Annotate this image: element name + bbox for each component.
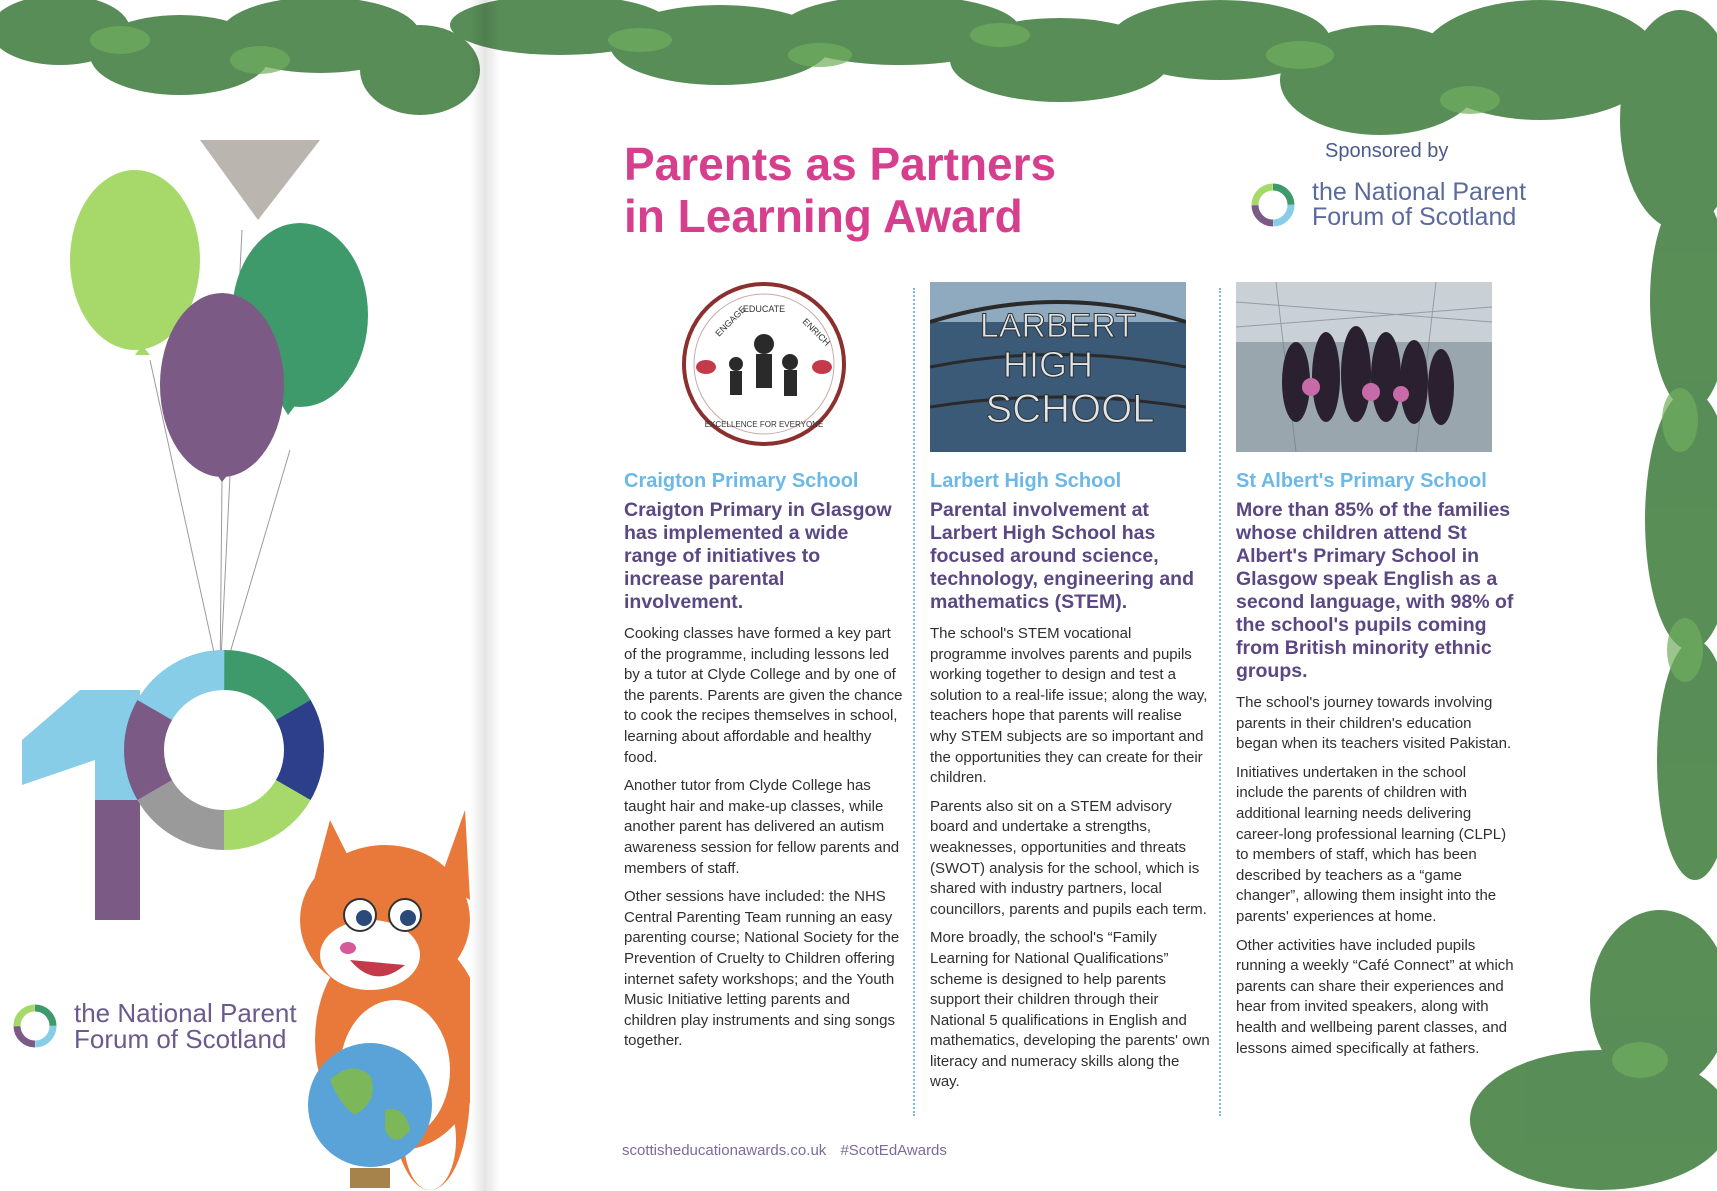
larbert-sign-photo: [930, 282, 1186, 452]
sign-text-1: LARBERT: [979, 307, 1137, 345]
group-photo: [1236, 282, 1492, 452]
footer-url[interactable]: scottisheducationawards.co.uk: [622, 1142, 827, 1159]
paragraph: The school's STEM vocational programme involves parents and pupils working together to design and test a solution to a real-life issue; along the way, teachers hope that parents will realise why STEM subjects are so important and the opportunities they can create for their children.: [930, 625, 1208, 787]
award-title-line2: in Learning Award: [624, 190, 1023, 242]
school-sign-photo: [930, 282, 1186, 452]
paragraph: Other activities have included pupils running a weekly “Café Connect” at which parents can share their experiences and hear from invited speakers, along with health and wellbeing parent classes, and lessons aimed specifically at fathers.: [1236, 936, 1514, 1057]
paragraph: Initiatives undertaken in the school include the parents of children with additional learning needs delivering career-long professional learning (CLPL) to members of staff, which has been described by teachers as a “game changer”, allowing them insight into the parents' experiences at home.: [1236, 763, 1507, 925]
paragraph: Parents also sit on a STEM advisory board and undertake a strengths, weaknesses, opportunities and threats (SWOT) analysis for the school, which is shared with industry partners, local councillors, parents and pupils each term.: [930, 797, 1207, 918]
ring-logo-icon: [10, 1001, 60, 1051]
page-footer: [622, 1142, 947, 1159]
paragraph: Cooking classes have formed a key part of the programme, including lessons led by a tutor at Clyde College and by one of the parents. Parents are given the chance to cook the recipes themselves in school, learning about affordable and healthy food.: [624, 625, 903, 766]
paragraph: The school's journey towards involving parents in their children's education began when its teachers visited Pakistan.: [1236, 694, 1512, 753]
column-divider: [1219, 288, 1221, 1116]
craigton-badge-image: [624, 282, 880, 452]
column-larbert: [930, 282, 1210, 1101]
page-gutter: [470, 0, 500, 1191]
column-divider: [913, 288, 915, 1116]
award-title-line1: Parents as Partners: [624, 138, 1057, 190]
left-page-org-logo: [10, 1000, 297, 1052]
left-org-line2: Forum of Scotland: [74, 1024, 287, 1054]
balloon-grey: [200, 140, 320, 220]
lead-st-alberts: More than 85% of the families whose children attend St Albert's Primary School in Glasgow speak English as a second language, with 98% of the school's pupils coming from British minority ethnic groups.: [1236, 499, 1514, 682]
lead-larbert: Parental involvement at Larbert High School has focused around science, technology, engineering and mathematics (STEM).: [930, 499, 1194, 613]
sponsor-org-line1: the National Parent: [1312, 178, 1527, 206]
ring-logo-icon: [1248, 180, 1298, 230]
footer-hashtag[interactable]: #ScotEdAwards: [840, 1142, 947, 1159]
balloon-purple: [160, 293, 284, 477]
number-zero-donut: [115, 641, 334, 860]
sponsor-label: Sponsored by: [1325, 140, 1449, 162]
school-name-craigton: Craigton Primary School: [624, 470, 859, 492]
lead-craigton: Craigton Primary in Glasgow has implemented a wide range of initiatives to increase parental involvement.: [624, 499, 892, 613]
sign-text-3: SCHOOL: [985, 387, 1155, 431]
school-name-larbert: Larbert High School: [930, 470, 1122, 492]
school-name-st-alberts: St Albert's Primary School: [1236, 470, 1487, 492]
paragraph: Other sessions have included: the NHS Central Parenting Team running an easy parenting course; National Society for the Prevention of Cruelty to Children offering internet safety workshops; and the Youth Music Initiative letting parents and children play instruments and sing songs together.: [624, 888, 900, 1050]
badge-text-motto: EXCELLENCE FOR EVERYONE: [704, 420, 824, 429]
sponsor-org-line2: Forum of Scotland: [1312, 203, 1517, 231]
sponsor-org-name: [1312, 180, 1526, 230]
school-badge-icon: [624, 282, 880, 452]
paragraph: Another tutor from Clyde College has taught hair and make-up classes, while another parent has delivered an autism awareness session for fellow parents and members of staff.: [624, 777, 900, 877]
badge-text-educate: EDUCATE: [742, 304, 786, 314]
st-alberts-group-photo: [1236, 282, 1492, 452]
left-org-line1: the National Parent: [74, 998, 297, 1028]
award-title: [624, 138, 1144, 242]
badge-text-engage: ENGAGE: [713, 304, 748, 339]
sponsor-logo: [1248, 180, 1526, 230]
column-craigton: [624, 282, 904, 1060]
column-st-alberts: [1236, 282, 1516, 1067]
sign-text-2: HIGH: [1003, 344, 1093, 385]
left-org-name: [74, 1000, 297, 1052]
paragraph: More broadly, the school's “Family Learning for National Qualifications” scheme is designed to help parents support their children through their National 5 qualifications in English and mathematics, developing the parents' own literacy and numeracy skills along the way.: [930, 929, 1210, 1091]
badge-text-enrich: ENRICH: [800, 316, 833, 348]
